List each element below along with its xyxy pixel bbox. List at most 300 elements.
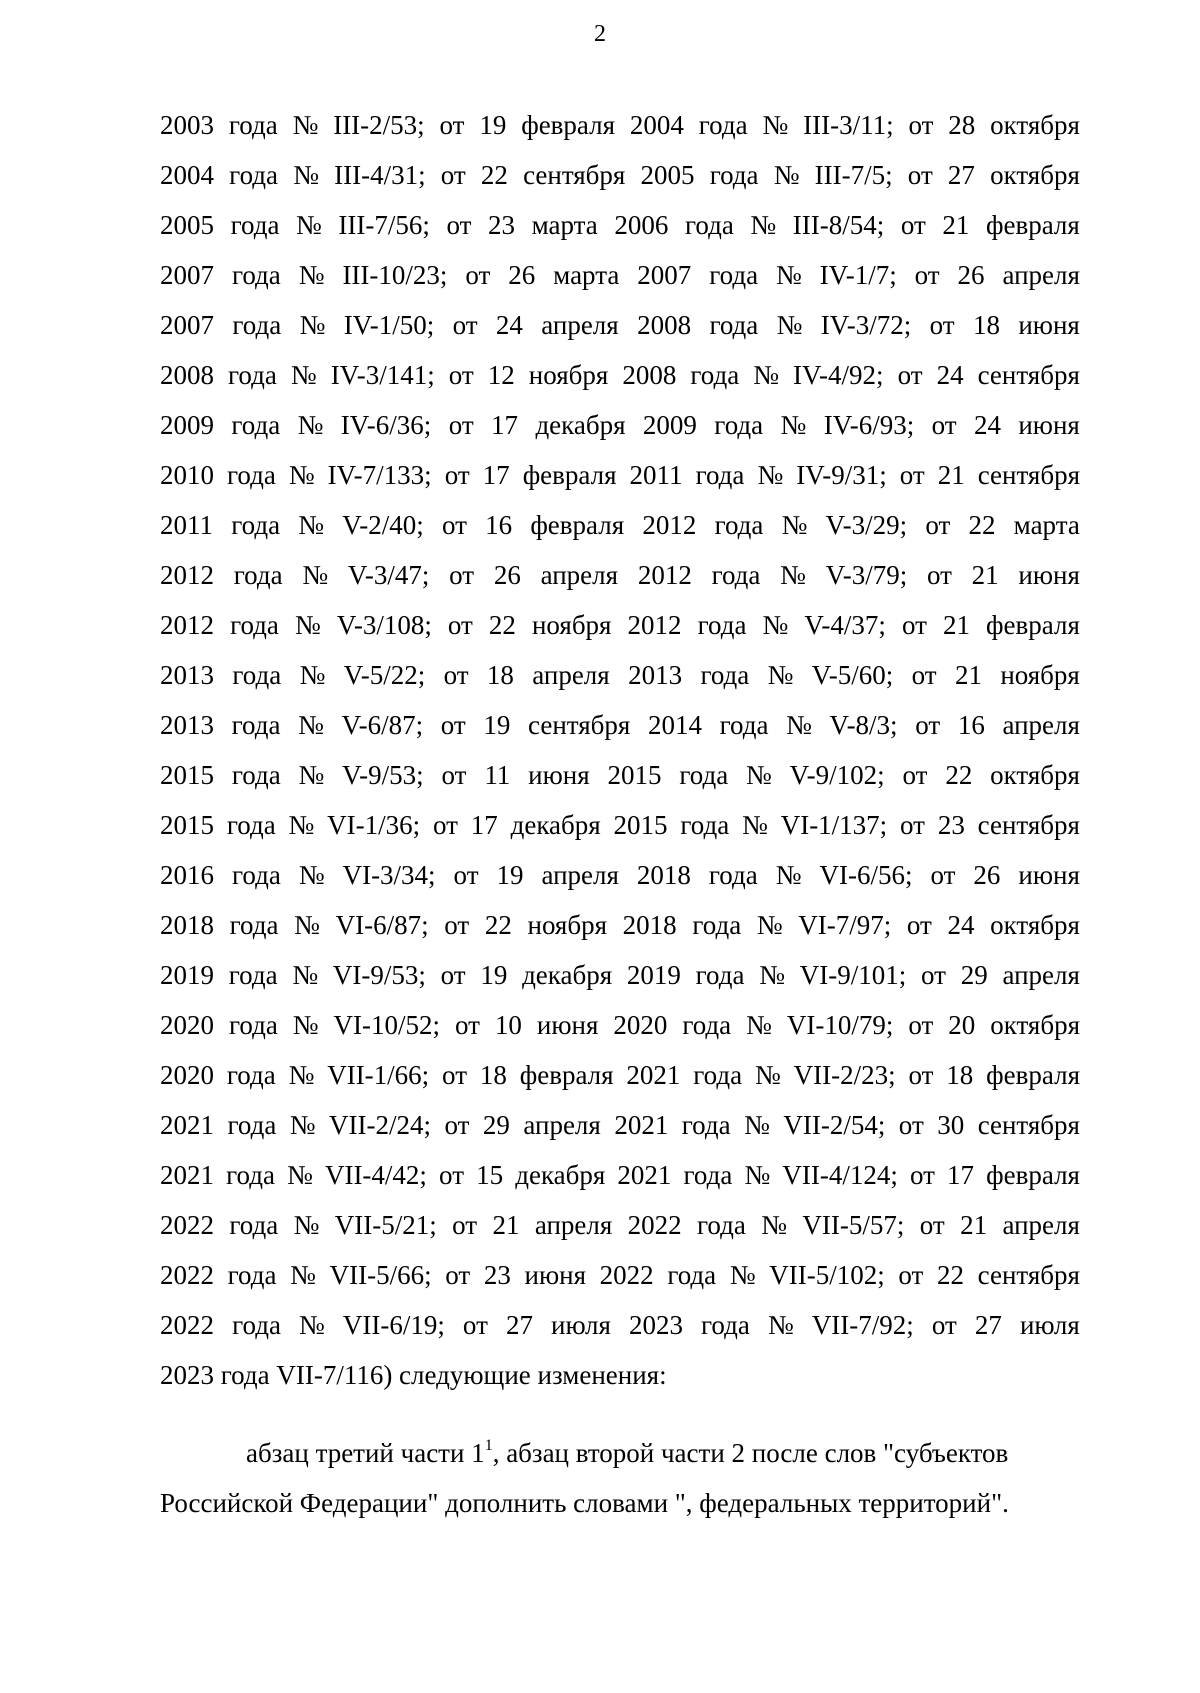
word: № (294, 610, 321, 640)
word: июня (524, 1260, 586, 1290)
word: от (444, 460, 470, 490)
word: VI-3/34; (342, 860, 436, 890)
word: 21 (960, 1210, 988, 1240)
word: 15 (476, 1160, 504, 1190)
paragraph-text: абзац третий части 1 (246, 1438, 485, 1468)
word: года (681, 1110, 731, 1140)
word: 2020 (613, 1010, 668, 1040)
word: 2010 (160, 460, 214, 490)
word: № (742, 810, 768, 840)
word: 24 (495, 310, 523, 340)
word: V-8/3; (829, 710, 898, 740)
word: года (231, 510, 281, 540)
word: 2013 (160, 710, 214, 740)
word: года (695, 460, 745, 490)
word: № (293, 1210, 320, 1240)
word: 10 (494, 1010, 522, 1040)
word: года (226, 1060, 276, 1090)
text-line (160, 750, 1080, 800)
word: от (449, 560, 475, 590)
word: от (439, 110, 465, 140)
word: года (719, 710, 769, 740)
word: 2023 (628, 1310, 683, 1340)
paragraph-text: Российской Федерации" дополнить словами ", федеральных территорий". (160, 1488, 1009, 1518)
word: сентября (977, 1110, 1080, 1140)
word: 2012 (627, 610, 682, 640)
word: года (697, 610, 747, 640)
word: 2005 (640, 160, 695, 190)
word: 22 (968, 510, 996, 540)
word: III-4/31; (334, 160, 426, 190)
word: от (445, 1260, 471, 1290)
text-line (160, 300, 1080, 350)
word: № (290, 1260, 316, 1290)
word: апреля (1002, 960, 1080, 990)
word: 27 (505, 1310, 533, 1340)
word: года (230, 210, 280, 240)
word: от (442, 1060, 467, 1090)
word: июля (551, 1310, 611, 1340)
word: октября (990, 910, 1080, 940)
word: № (757, 460, 784, 490)
word: от (432, 810, 458, 840)
word: IV-1/7; (819, 260, 897, 290)
word: VII-5/102; (769, 1260, 885, 1290)
word: 2004 (629, 110, 684, 140)
word: от (915, 710, 941, 740)
word: 17 (947, 1160, 975, 1190)
word: № (767, 1310, 794, 1340)
word: ноября (531, 610, 612, 640)
word: года (714, 510, 764, 540)
word: года (709, 160, 759, 190)
word: года (667, 1260, 717, 1290)
word: 2022 (160, 1310, 214, 1340)
word: от (454, 1010, 480, 1040)
word: 2016 (160, 860, 214, 890)
word: 21 (937, 460, 965, 490)
word: года (229, 910, 279, 940)
word: 21 (971, 560, 999, 590)
word: № (780, 560, 806, 590)
word: ноября (1000, 660, 1080, 690)
word: 17 (491, 410, 519, 440)
word: 2021 (614, 1110, 669, 1140)
text-line-content: 2023 года VII-7/116) следующие изменения: (160, 1360, 667, 1390)
word: от (914, 260, 940, 290)
word: № (753, 360, 780, 390)
word: 2015 (160, 810, 214, 840)
word: от (931, 410, 957, 440)
word: 18 (972, 310, 1000, 340)
word: года (232, 1310, 281, 1340)
word: 16 (957, 710, 985, 740)
word: III-7/5; (814, 160, 893, 190)
word: 2003 (160, 110, 214, 140)
word: 26 (493, 560, 521, 590)
word: года (700, 660, 750, 690)
word: от (462, 1310, 488, 1340)
word: № (298, 710, 324, 740)
word: № (746, 760, 772, 790)
word: года (228, 110, 278, 140)
word: VII-4/42; (324, 1160, 427, 1190)
text-line (160, 600, 1080, 650)
word: года (226, 810, 276, 840)
word: 11 (484, 760, 511, 790)
word: года (226, 1160, 275, 1190)
word: 2008 (637, 310, 692, 340)
word: от (900, 210, 926, 240)
word: VI-10/79; (786, 1010, 894, 1040)
word: 29 (960, 960, 988, 990)
text-line (160, 250, 1080, 300)
text-line (160, 800, 1080, 850)
word: от (440, 710, 466, 740)
word: года (232, 310, 282, 340)
word: от (899, 460, 925, 490)
word: 22 (945, 760, 973, 790)
word: 2015 (160, 760, 214, 790)
word: № (298, 760, 325, 790)
word: 2022 (160, 1210, 214, 1240)
word: № (759, 960, 786, 990)
word: октября (990, 110, 1080, 140)
word: года (227, 1110, 277, 1140)
word: 17 (482, 460, 510, 490)
word: года (709, 260, 759, 290)
word: от (898, 1110, 924, 1140)
word: марта (553, 260, 620, 290)
word: сентября (528, 710, 631, 740)
text-line (160, 650, 1080, 700)
word: III-10/23; (342, 260, 448, 290)
word: апреля (1002, 1210, 1080, 1240)
word: от (921, 960, 946, 990)
word: июня (528, 760, 590, 790)
word: 23 (483, 1260, 511, 1290)
paragraph (160, 1428, 1080, 1528)
word: № (762, 110, 789, 140)
word: № (773, 160, 800, 190)
word: V-4/37; (804, 610, 886, 640)
word: IV-9/31; (796, 460, 887, 490)
word: от (465, 260, 491, 290)
word: III-2/53; (333, 110, 425, 140)
word: июня (1018, 560, 1080, 590)
word: № (299, 660, 326, 690)
text-line (160, 1050, 1080, 1100)
word: VII-2/24; (329, 1110, 432, 1140)
word: года (228, 1010, 278, 1040)
word: февраля (986, 1060, 1080, 1090)
word: февраля (522, 460, 617, 490)
word: от (909, 1160, 935, 1190)
word: 17 (470, 810, 498, 840)
word: № (781, 510, 808, 540)
word: 2013 (160, 660, 214, 690)
word: 19 (483, 710, 511, 740)
word: от (925, 510, 951, 540)
word: № (776, 260, 802, 290)
word: № (299, 1310, 325, 1340)
word: 26 (973, 860, 1001, 890)
word: № (298, 860, 325, 890)
word: 23 (937, 810, 965, 840)
word: 18 (946, 1060, 974, 1090)
word: № (744, 1160, 771, 1190)
word: февраля (521, 110, 616, 140)
word: от (448, 410, 474, 440)
word: 26 (957, 260, 985, 290)
text-line (160, 1100, 1080, 1150)
word: 19 (479, 110, 507, 140)
word: от (906, 910, 932, 940)
word: февраля (519, 1060, 614, 1090)
word: от (929, 310, 955, 340)
word: 30 (937, 1110, 965, 1140)
word: от (452, 1210, 478, 1240)
word: № (755, 1060, 781, 1090)
word: № (287, 1160, 313, 1190)
text-line (160, 1150, 1080, 1200)
word: от (898, 1260, 924, 1290)
word: 22 (937, 1260, 964, 1290)
word: февраля (986, 610, 1080, 640)
word: № (756, 910, 783, 940)
word: № (289, 1110, 316, 1140)
word: 2006 (614, 210, 669, 240)
word: 16 (485, 510, 513, 540)
word: № (294, 910, 320, 940)
word: от (908, 1010, 934, 1040)
word: IV-4/92; (793, 360, 884, 390)
text-line (160, 550, 1080, 600)
word: декабря (535, 410, 626, 440)
word: июня (1018, 310, 1080, 340)
word: от (443, 660, 469, 690)
word: года (679, 760, 729, 790)
word: 2013 (628, 660, 683, 690)
word: 2022 (627, 1210, 682, 1240)
text-line (160, 1000, 1080, 1050)
word: от (446, 210, 472, 240)
word: 2012 (637, 560, 692, 590)
word: № (292, 960, 319, 990)
word: октября (990, 160, 1080, 190)
word: 2021 (160, 1110, 214, 1140)
word: VII-1/66; (327, 1060, 430, 1090)
word: № (298, 260, 325, 290)
word: № (767, 660, 794, 690)
word: 2018 (622, 910, 677, 940)
word: 19 (480, 960, 508, 990)
text-line (160, 1200, 1080, 1250)
paragraph-line (160, 1478, 1080, 1528)
word: 21 (492, 1210, 520, 1240)
word: 23 (488, 210, 516, 240)
word: V-5/60; (811, 660, 894, 690)
word: IV-3/141; (330, 360, 435, 390)
word: сентября (977, 360, 1080, 390)
word: 2021 (626, 1060, 681, 1090)
word: V-3/47; (347, 560, 430, 590)
word: от (907, 160, 933, 190)
paragraph-line (160, 1428, 1080, 1478)
word: года (233, 560, 283, 590)
word: 29 (482, 1110, 510, 1140)
word: от (444, 910, 470, 940)
word: IV-7/133; (327, 460, 432, 490)
word: года (690, 360, 740, 390)
text-line (160, 700, 1080, 750)
word: 19 (496, 860, 524, 890)
word: VI-10/52; (333, 1010, 441, 1040)
word: V-6/87; (341, 710, 424, 740)
word: 20 (948, 1010, 976, 1040)
word: года (231, 860, 281, 890)
word: года (230, 610, 279, 640)
page-number: 2 (594, 21, 606, 47)
word: от (911, 660, 937, 690)
word: V-3/108; (336, 610, 432, 640)
text-line (160, 1300, 1080, 1350)
word: от (440, 160, 466, 190)
text-line (160, 500, 1080, 550)
word: 27 (974, 1310, 1002, 1340)
word: № (744, 1110, 770, 1140)
word: от (931, 1310, 957, 1340)
text-line (160, 850, 1080, 900)
word: VII-5/57; (802, 1210, 905, 1240)
word: 27 (947, 160, 975, 190)
word: года (227, 460, 276, 490)
word: от (902, 760, 928, 790)
word: № (288, 1060, 315, 1090)
word: 21 (942, 210, 970, 240)
word: V-3/79; (825, 560, 908, 590)
word: 2008 (622, 360, 677, 390)
word: года (682, 1010, 732, 1040)
word: 2020 (160, 1010, 214, 1040)
word: от (901, 610, 927, 640)
word: № (786, 710, 812, 740)
word: 21 (954, 660, 982, 690)
word: 2012 (160, 560, 214, 590)
word: июля (1019, 1310, 1080, 1340)
word: V-3/29; (825, 510, 908, 540)
word: апреля (534, 1210, 613, 1240)
word: 2021 (617, 1160, 672, 1190)
word: IV-3/72; (820, 310, 912, 340)
word: года (228, 360, 277, 390)
word: V-5/22; (343, 660, 426, 690)
word: 2015 (607, 760, 662, 790)
text-line (160, 950, 1080, 1000)
word: года (697, 1210, 746, 1240)
word: года (231, 410, 281, 440)
word: VII-6/19; (342, 1310, 445, 1340)
word: VI-7/97; (798, 910, 892, 940)
word: июня (1018, 410, 1080, 440)
word: года (708, 860, 758, 890)
word: апреля (540, 560, 619, 590)
word: от (447, 610, 473, 640)
word: марта (1013, 510, 1080, 540)
word: IV-6/93; (823, 410, 915, 440)
word: года (695, 960, 745, 990)
word: года (227, 1260, 277, 1290)
word: года (692, 910, 742, 940)
word: VI-6/87; (335, 910, 429, 940)
word: III-8/54; (792, 210, 885, 240)
word: № (750, 210, 777, 240)
word: от (453, 860, 479, 890)
word: 2007 (637, 260, 692, 290)
text-line (160, 350, 1080, 400)
word: № (776, 310, 803, 340)
word: сентября (977, 460, 1080, 490)
word: IV-6/36; (340, 410, 432, 440)
word: года (701, 1310, 750, 1340)
word: года (232, 660, 282, 690)
superscript: 1 (484, 1437, 493, 1454)
word: № (302, 560, 329, 590)
word: года (711, 560, 761, 590)
word: от (452, 310, 478, 340)
word: сентября (523, 160, 626, 190)
word: 2020 (160, 1060, 214, 1090)
word: апреля (532, 660, 610, 690)
word: ноября (528, 360, 609, 390)
word: марта (531, 210, 598, 240)
word: апреля (1002, 260, 1080, 290)
word: VII-7/92; (811, 1310, 914, 1340)
word: № (292, 1010, 319, 1040)
word: апреля (1002, 710, 1080, 740)
word: 12 (487, 360, 515, 390)
word: № (288, 460, 315, 490)
word: VII-2/54; (783, 1110, 886, 1140)
word: VI-6/56; (819, 860, 913, 890)
word: 24 (947, 910, 975, 940)
word: октября (990, 1010, 1080, 1040)
word: VI-9/101; (799, 960, 907, 990)
paragraph-text: , абзац второй части 2 после слов "субъектов (492, 1438, 1009, 1468)
word: от (439, 1160, 464, 1190)
word: 28 (948, 110, 976, 140)
word: июня (1018, 860, 1080, 890)
word: № (299, 310, 326, 340)
word: года (228, 960, 278, 990)
text-line (160, 900, 1080, 950)
word: 22 (488, 610, 516, 640)
word: № (775, 860, 802, 890)
word: 18 (486, 660, 514, 690)
word: сентября (977, 1260, 1080, 1290)
word: 2004 (160, 160, 214, 190)
word: 2014 (647, 710, 702, 740)
word: № (762, 610, 789, 640)
word: 2009 (160, 410, 214, 440)
word: от (897, 360, 923, 390)
word: 2009 (642, 410, 697, 440)
word: 2012 (160, 610, 214, 640)
text-line (160, 1350, 1080, 1400)
word: 2011 (629, 460, 683, 490)
word: от (900, 810, 925, 840)
word: года (680, 810, 730, 840)
